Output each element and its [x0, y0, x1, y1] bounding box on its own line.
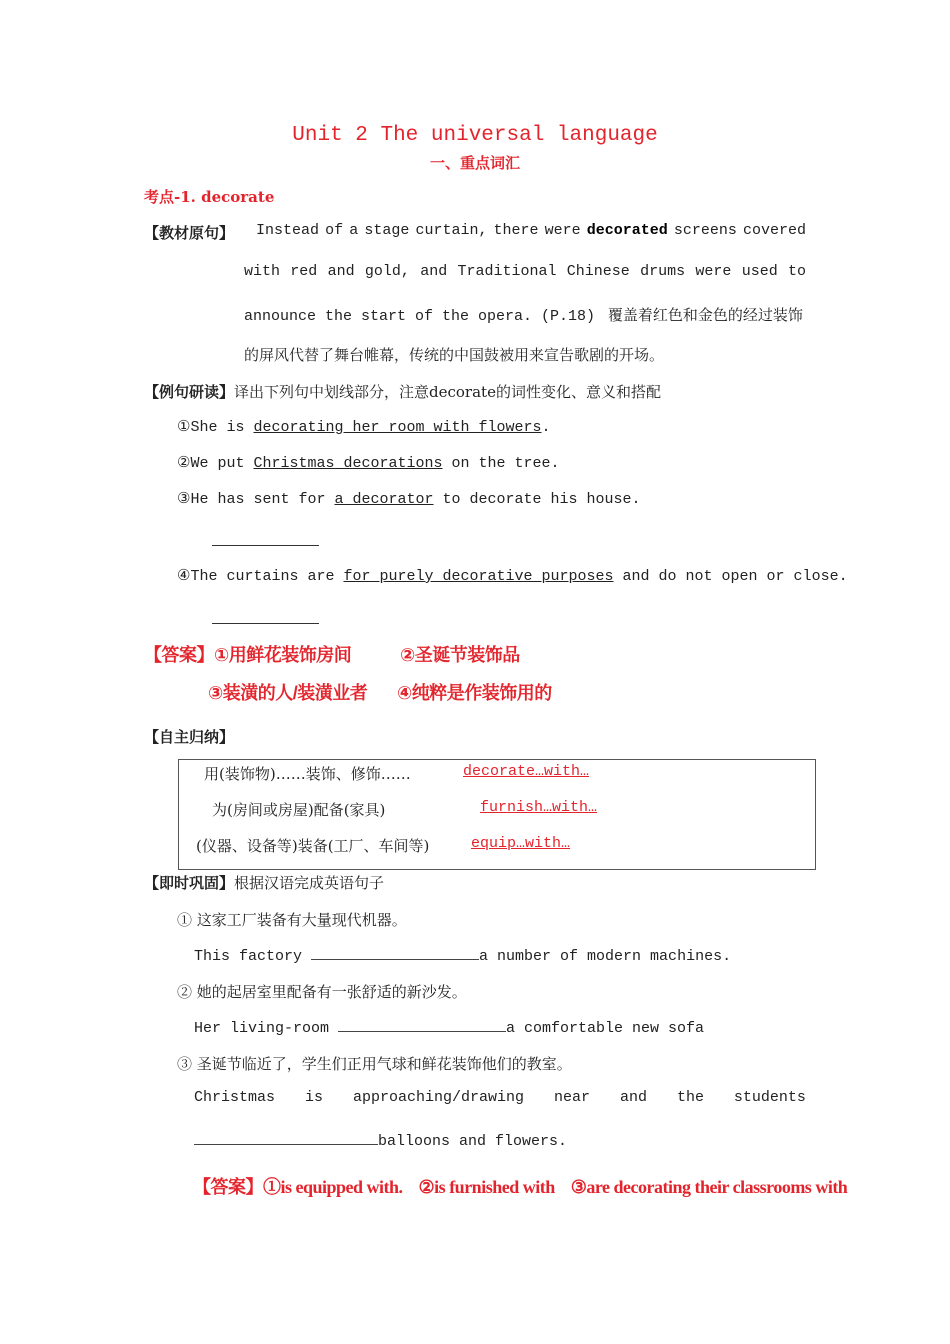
tb-line1-word: decorated: [586, 222, 668, 239]
example-sentence-2: [177, 453, 560, 472]
answer-1-line-1: [144, 641, 351, 667]
practice-q1-pre: This factory: [194, 948, 312, 965]
answer-1-item-1: ①用鲜花装饰房间: [214, 645, 352, 665]
tb-line2-word: gold,: [364, 263, 410, 280]
textbook-line-4: 的屏风代替了舞台帷幕，传统的中国鼓被用来宣告歌剧的开场。: [244, 346, 665, 364]
example-sentence-1: [177, 417, 551, 436]
tb-line1-word: screens: [673, 222, 737, 239]
answer-1-item-2: ②圣诞节装饰品: [400, 645, 520, 665]
example-4-underlined: for purely decorative purposes: [343, 568, 614, 585]
tb-line1-word: there: [493, 222, 539, 239]
tb-line1-word: were: [544, 222, 581, 239]
practice-q2-cn: ② 她的起居室里配备有一张舒适的新沙发。: [177, 983, 467, 1001]
example-1-underlined: decorating her room with flowers: [253, 419, 542, 436]
answer-2-label: 【答案】: [193, 1177, 263, 1197]
summary-row-3-cn: (仪器、设备等)装备(工厂、车间等): [196, 837, 430, 855]
answer-2-item-1: ①is equipped with.: [263, 1177, 403, 1197]
practice-q1-post: a number of modern machines.: [479, 948, 732, 965]
practice-q3-en-line-2: [194, 1130, 567, 1150]
answer-2-item-2: ②is furnished with: [418, 1177, 555, 1197]
answer-2-item-3: ③are decorating their classrooms with: [570, 1177, 848, 1197]
q3-line-word: is: [304, 1089, 323, 1106]
point-heading: 考点-1. decorate: [144, 188, 275, 206]
practice-q3-en-line-1: [194, 1089, 806, 1106]
textbook-line-3-cn: 覆盖着红色和金色的经过装饰: [607, 306, 803, 324]
q3-line-word: near: [553, 1089, 590, 1106]
q3-line-word: the: [676, 1089, 704, 1106]
summary-row-2-cn: 为(房间或房屋)配备(家具): [212, 801, 386, 819]
tb-line1-word: Instead: [256, 222, 320, 239]
answer-blank-3: [212, 545, 319, 546]
tb-line2-word: and: [327, 263, 355, 280]
section-subtitle: 一、重点词汇: [429, 154, 520, 172]
q3-line-word: approaching/drawing: [352, 1089, 524, 1106]
answer-1-item-4: ④纯粹是作装饰用的: [397, 683, 552, 703]
tb-line2-word: and: [420, 263, 448, 280]
example-2-underlined: Christmas decorations: [253, 455, 443, 472]
answer-2-line: [193, 1173, 847, 1199]
textbook-line-3: [244, 304, 803, 325]
example-3-post: to decorate his house.: [433, 491, 641, 508]
example-sentence-4: [177, 566, 848, 585]
document-title: Unit 2 The universal language: [292, 124, 658, 147]
tb-line2-word: were: [695, 263, 732, 280]
summary-row-3-en: equip…with…: [471, 835, 571, 852]
practice-q1-cn: ① 这家工厂装备有大量现代机器。: [177, 911, 407, 929]
example-sentence-3: [177, 489, 641, 508]
answer-1-item-3: ③装潢的人/装潢业者: [208, 683, 368, 703]
study-label: 【例句研读】: [144, 383, 235, 401]
practice-label: 【即时巩固】: [144, 874, 235, 892]
practice-q1-en: [194, 945, 731, 965]
example-1-post: .: [541, 419, 551, 436]
tb-line2-word: drums: [640, 263, 686, 280]
practice-q3-post: balloons and flowers.: [378, 1133, 568, 1150]
summary-label: 【自主归纳】: [144, 728, 235, 746]
example-3-pre: ③He has sent for: [177, 491, 335, 508]
answer-1-label: 【答案】: [144, 645, 214, 665]
tb-line1-word: stage: [364, 222, 410, 239]
textbook-line-1: [256, 222, 806, 239]
practice-q2-post: a comfortable new sofa: [506, 1020, 705, 1037]
study-heading: [144, 381, 661, 402]
textbook-label: 【教材原句】: [144, 224, 235, 242]
tb-line2-word: with: [244, 263, 281, 280]
summary-row-1-en: decorate…with…: [463, 763, 590, 780]
practice-q1-blank[interactable]: [311, 945, 479, 960]
tb-line1-word: a: [349, 222, 359, 239]
tb-line2-word: Chinese: [566, 263, 630, 280]
tb-line2-word: used: [741, 263, 778, 280]
practice-q3-cn: ③ 圣诞节临近了，学生们正用气球和鲜花装饰他们的教室。: [177, 1055, 572, 1073]
q3-line-word: students: [733, 1089, 806, 1106]
answer-blank-4: [212, 623, 319, 624]
tb-line2-word: to: [787, 263, 806, 280]
practice-q2-pre: Her living-room: [194, 1020, 339, 1037]
textbook-line-3-en: announce the start of the opera. (P.18): [244, 308, 596, 325]
tb-line1-word: curtain,: [415, 222, 488, 239]
example-1-pre: ①She is: [177, 419, 254, 436]
example-2-post: on the tree.: [442, 455, 560, 472]
textbook-line-2: [244, 263, 806, 280]
tb-line2-word: Traditional: [457, 263, 557, 280]
tb-line1-word: of: [325, 222, 344, 239]
tb-line2-word: red: [290, 263, 318, 280]
example-4-pre: ④The curtains are: [177, 568, 344, 585]
practice-instruction: 根据汉语完成英语句子: [234, 874, 385, 892]
example-2-pre: ②We put: [177, 455, 254, 472]
summary-row-1-cn: 用(装饰物)……装饰、修饰……: [204, 765, 411, 783]
practice-q3-blank[interactable]: [194, 1130, 378, 1145]
example-4-post: and do not open or close.: [613, 568, 848, 585]
practice-q2-en: [194, 1017, 704, 1037]
tb-line1-word: covered: [742, 222, 806, 239]
study-instruction: 译出下列句中划线部分，注意decorate的词性变化、意义和搭配: [234, 383, 661, 401]
example-3-underlined: a decorator: [334, 491, 434, 508]
summary-row-2-en: furnish…with…: [480, 799, 598, 816]
practice-q2-blank[interactable]: [338, 1017, 506, 1032]
q3-line-word: Christmas: [194, 1089, 276, 1106]
q3-line-word: and: [619, 1089, 647, 1106]
practice-heading: [144, 872, 384, 893]
